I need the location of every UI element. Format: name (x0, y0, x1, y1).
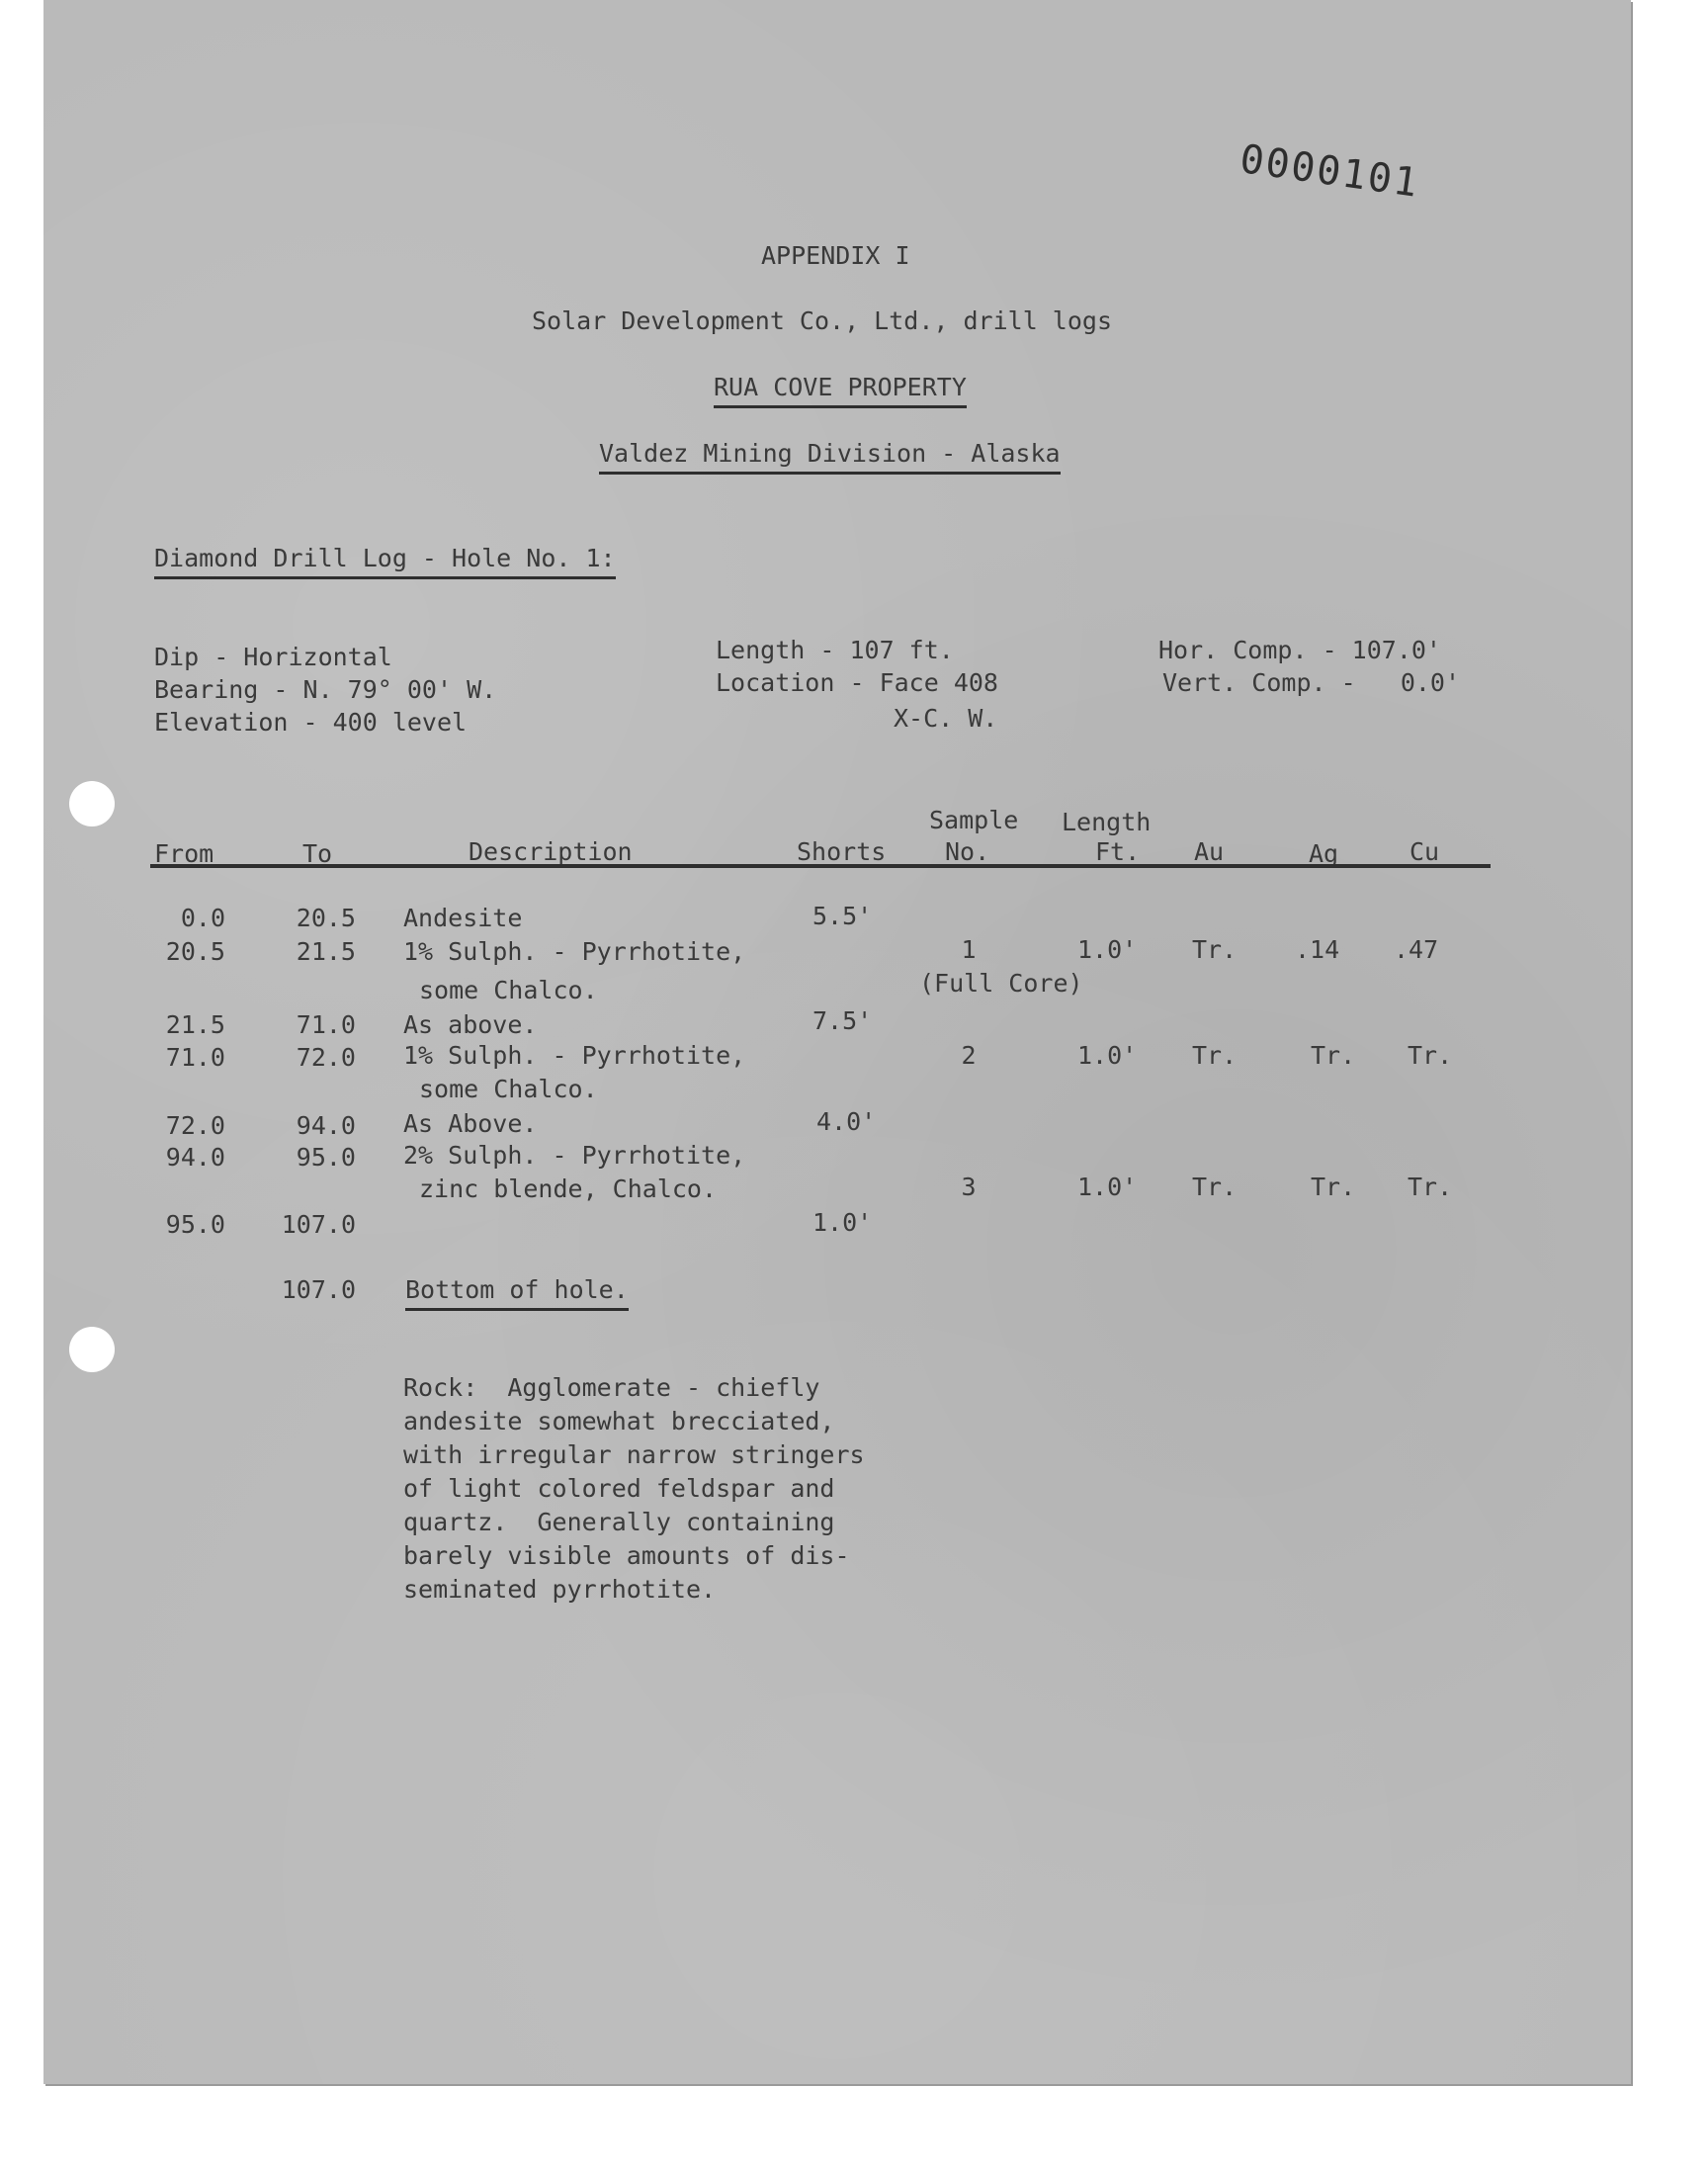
row-4-cu: Tr. (1408, 1041, 1453, 1070)
row-2-sample: 1 (961, 935, 977, 964)
company-line: Solar Development Co., Ltd., drill logs (532, 306, 1112, 335)
row-6-length: 1.0' (1077, 1173, 1138, 1201)
row-3-shorts: 7.5' (812, 1006, 873, 1035)
row-7-shorts: 1.0' (812, 1208, 873, 1237)
row-4-au: Tr. (1192, 1041, 1238, 1070)
row-6-au: Tr. (1192, 1173, 1238, 1201)
row-6-sample: 3 (961, 1173, 977, 1201)
header-rule (150, 864, 1491, 868)
row-6-description: 2% Sulph. - Pyrrhotite, (403, 1141, 746, 1170)
property-title: RUA COVE PROPERTY (714, 371, 967, 408)
row-2-to: 21.5 (296, 937, 356, 966)
col-ag: Ag (1309, 839, 1339, 868)
row-2-sample-note: (Full Core) (919, 969, 1083, 998)
col-cu: Cu (1409, 837, 1440, 866)
row-6-cu: Tr. (1408, 1173, 1453, 1201)
row-3-to: 71.0 (296, 1010, 356, 1039)
row-7-from: 95.0 (165, 1210, 225, 1239)
rock-note-line-6: barely visible amounts of dis- (403, 1541, 850, 1570)
row-4-description: 1% Sulph. - Pyrrhotite, (403, 1041, 746, 1070)
row-4-ag: Tr. (1311, 1041, 1356, 1070)
col-sample-top: Sample (929, 806, 1019, 834)
rock-note-line-4: of light colored feldspar and (403, 1474, 835, 1503)
row-2-length: 1.0' (1077, 935, 1138, 964)
rock-note-line-1: Rock: Agglomerate - chiefly (403, 1373, 820, 1402)
rock-note-line-3: with irregular narrow stringers (403, 1440, 865, 1469)
row-2-from: 20.5 (165, 937, 225, 966)
appendix-title: APPENDIX I (761, 241, 910, 270)
row-5-description: As Above. (403, 1109, 538, 1138)
row-5-shorts: 4.0' (816, 1107, 877, 1136)
punch-hole-top (69, 781, 115, 826)
row-1-to: 20.5 (296, 904, 356, 932)
row-4-description-continued: some Chalco. (419, 1075, 598, 1103)
bearing-spec: Bearing - N. 79° 00' W. (154, 675, 497, 704)
col-shorts: Shorts (797, 837, 887, 866)
rock-note-line-7: seminated pyrrhotite. (403, 1575, 717, 1604)
row-4-sample: 2 (961, 1041, 977, 1070)
punch-hole-bottom (69, 1327, 115, 1372)
bottom-of-hole-label: Bottom of hole. (405, 1273, 629, 1311)
row-5-from: 72.0 (165, 1111, 225, 1140)
length-spec: Length - 107 ft. (716, 636, 954, 664)
location-spec: Location - Face 408 (716, 668, 998, 697)
hor-comp-spec: Hor. Comp. - 107.0' (1158, 636, 1441, 664)
document-number: 0000101 (1237, 136, 1422, 207)
col-to: To (302, 839, 333, 868)
rock-note-line-5: quartz. Generally containing (403, 1508, 835, 1536)
row-4-from: 71.0 (165, 1043, 225, 1072)
col-au: Au (1194, 837, 1225, 866)
row-6-to: 95.0 (296, 1143, 356, 1172)
row-7-to: 107.0 (281, 1210, 356, 1239)
row-2-description-continued: some Chalco. (419, 976, 598, 1004)
col-length-bottom: Ft. (1095, 837, 1141, 866)
location-spec-continued: X-C. W. (894, 704, 998, 733)
vert-comp-spec: Vert. Comp. - 0.0' (1162, 668, 1461, 697)
row-1-description: Andesite (403, 904, 523, 932)
row-4-to: 72.0 (296, 1043, 356, 1072)
row-1-shorts: 5.5' (812, 902, 873, 930)
bottom-depth: 107.0 (281, 1275, 356, 1304)
row-3-description: As above. (403, 1010, 538, 1039)
row-2-cu: .47 (1394, 935, 1439, 964)
row-5-to: 94.0 (296, 1111, 356, 1140)
row-2-au: Tr. (1192, 935, 1238, 964)
row-1-from: 0.0 (180, 904, 225, 932)
row-6-description-continued: zinc blende, Chalco. (419, 1174, 718, 1203)
elevation-spec: Elevation - 400 level (154, 708, 468, 737)
col-from: From (154, 839, 214, 868)
row-3-from: 21.5 (165, 1010, 225, 1039)
col-sample-bottom: No. (945, 837, 990, 866)
row-6-ag: Tr. (1311, 1173, 1356, 1201)
row-6-from: 94.0 (165, 1143, 225, 1172)
division-title: Valdez Mining Division - Alaska (599, 437, 1061, 475)
dip-spec: Dip - Horizontal (154, 643, 392, 671)
col-length-top: Length (1062, 808, 1152, 836)
row-4-length: 1.0' (1077, 1041, 1138, 1070)
drill-log-title: Diamond Drill Log - Hole No. 1: (154, 542, 616, 579)
col-description: Description (469, 837, 633, 866)
row-2-description: 1% Sulph. - Pyrrhotite, (403, 937, 746, 966)
row-2-ag: .14 (1295, 935, 1340, 964)
rock-note-line-2: andesite somewhat brecciated, (403, 1407, 835, 1436)
